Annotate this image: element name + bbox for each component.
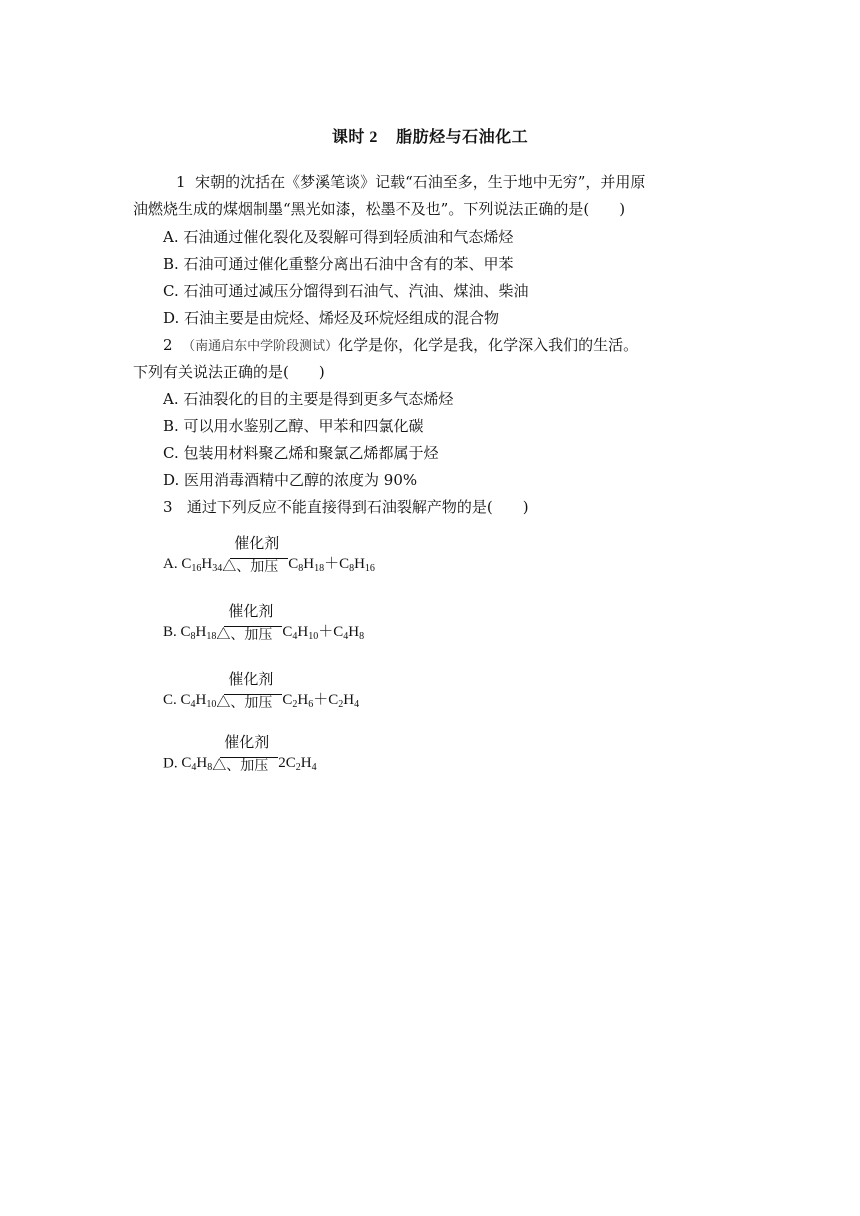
reaction-a — [163, 533, 375, 575]
condition-heat-pressure: △、加压 — [216, 695, 273, 711]
page-title — [0, 124, 860, 147]
q2-option-b: B. 可以用水鉴别乙醇、甲苯和四氯化碳 — [163, 417, 424, 435]
q3-number: 3 — [163, 498, 173, 516]
reaction-arrow — [212, 733, 278, 774]
reaction-d — [163, 733, 317, 774]
lesson-topic: 脂肪烃与石油化工 — [396, 127, 529, 146]
products: $C_2H_6+C_2H_4$ — [282, 692, 360, 710]
reaction-b — [163, 601, 365, 643]
products: $2C_2H_4$ — [278, 755, 317, 774]
reactant: $C_4H_{10}$ — [180, 692, 217, 710]
reaction-label: A. — [163, 556, 182, 572]
condition-heat-pressure: △、加压 — [222, 559, 279, 575]
condition-heat-pressure: △、加压 — [212, 759, 269, 774]
reactant: $C_{16}H_{34}$ — [181, 556, 223, 574]
q2-option-c: C. 包装用材料聚乙烯和聚氯乙烯都属于烃 — [163, 444, 439, 462]
products: $C_8H_{18}+C_8H_{16}$ — [288, 556, 375, 574]
q2-source: （南通启东中学阶段测试） — [182, 339, 339, 354]
reactant: $C_4H_8$ — [181, 755, 213, 774]
condition-heat-pressure: △、加压 — [216, 627, 273, 643]
reaction-c — [163, 669, 360, 711]
condition-catalyst: 催化剂 — [228, 601, 274, 620]
reaction-label: C. — [163, 692, 181, 708]
q2-number: 2 — [163, 336, 173, 354]
products: $C_4H_{10}+C_4H_8$ — [282, 624, 365, 642]
q2-option-d: D. 医用消毒酒精中乙醇的浓度为 90% — [163, 471, 418, 489]
reaction-label: D. — [163, 755, 182, 772]
q1-number: 1 — [176, 173, 186, 191]
condition-catalyst: 催化剂 — [228, 669, 274, 688]
q1-stem-line2: 油燃烧生成的煤烟制墨“黑光如漆，松墨不及也”。下列说法正确的是( ) — [133, 200, 626, 218]
lesson-number: 课时 2 — [331, 129, 378, 146]
q1-stem-line1: 1 宋朝的沈括在《梦溪笔谈》记载“石油至多，生于地中无穷”，并用原 — [176, 173, 646, 191]
reactant: $C_8H_{18}$ — [180, 624, 217, 642]
q1-option-a: A. 石油通过催化裂化及裂解可得到轻质油和气态烯烃 — [163, 228, 514, 246]
reaction-arrow — [216, 601, 282, 643]
reaction-arrow — [216, 669, 282, 711]
q1-option-c: C. 石油可通过减压分馏得到石油气、汽油、煤油、柴油 — [163, 282, 529, 300]
q3-stem: 3 通过下列反应不能直接得到石油裂解产物的是( ) — [163, 498, 529, 516]
reaction-arrow — [222, 533, 288, 575]
q1-option-b: B. 石油可通过催化重整分离出石油中含有的苯、甲苯 — [163, 255, 514, 273]
condition-catalyst: 催化剂 — [234, 533, 280, 552]
q1-option-d: D. 石油主要是由烷烃、烯烃及环烷烃组成的混合物 — [163, 309, 500, 327]
reaction-label: B. — [163, 624, 181, 640]
q2-stem-line1: 2 （南通启东中学阶段测试）化学是你，化学是我，化学深入我们的生活。 — [163, 336, 639, 354]
q2-stem-line2: 下列有关说法正确的是( ) — [133, 363, 325, 381]
condition-catalyst: 催化剂 — [224, 733, 270, 751]
q2-option-a: A. 石油裂化的目的主要是得到更多气态烯烃 — [163, 390, 454, 408]
